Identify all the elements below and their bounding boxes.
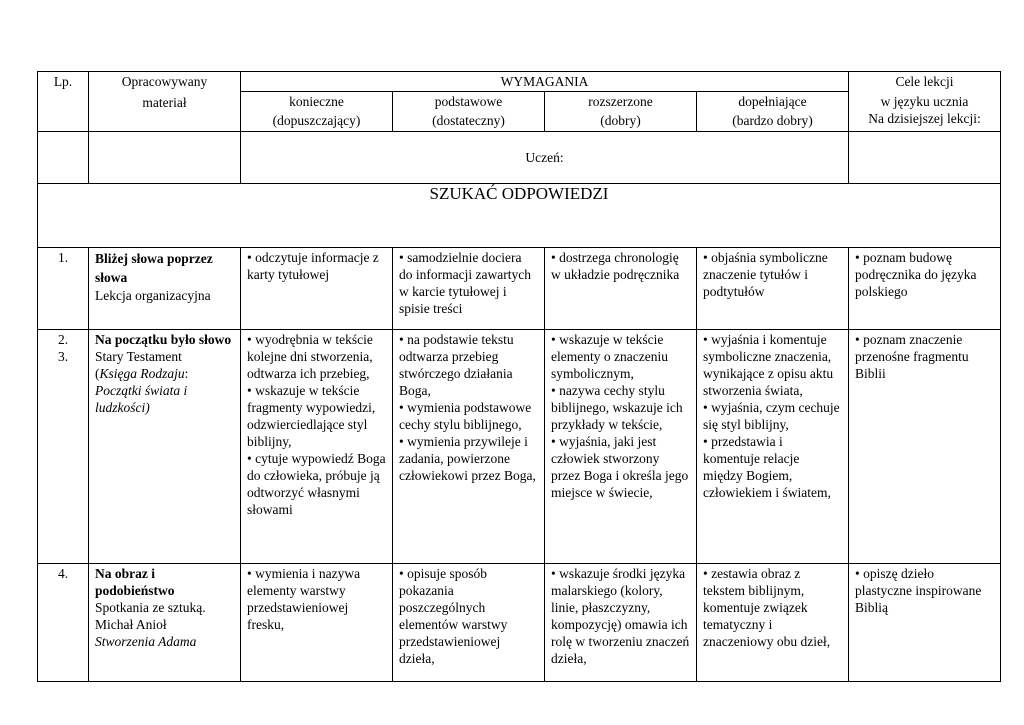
- level-name: dopełniające: [738, 94, 807, 109]
- list-item: • wskazuje w tekście elementy o znaczeniu symbolicznym,: [551, 331, 690, 382]
- row-rozszerzone: [545, 248, 697, 330]
- list-item: • wymienia podstawowe cechy stylu biblijnego,: [399, 399, 538, 433]
- table-row: [38, 330, 1001, 564]
- list-item: • poznam znaczenie przenośne fragmentu Biblii: [855, 331, 994, 382]
- header-material: [89, 72, 241, 132]
- list-item: • wyjaśnia, czym cechuje się styl biblijny,: [703, 399, 842, 433]
- list-item: • wyjaśnia, jaki jest człowiek stworzony przez Boga i określa jego miejsce w świecie,: [551, 433, 690, 501]
- level-rozszerzone: [545, 92, 697, 132]
- header-cele-line1: Cele lekcji: [895, 74, 954, 89]
- row-material: [89, 248, 241, 330]
- row-subtitle: Stary Testament: [95, 349, 182, 364]
- list-item: • cytuje wypowiedź Boga do człowieka, próbuje ją odtworzyć własnymi słowami: [247, 450, 386, 518]
- list-item: • dostrzega chronologię w układzie podręcznika: [551, 249, 690, 283]
- empty-cell: [849, 132, 1001, 184]
- header-row: [38, 72, 1001, 92]
- source-open: (: [95, 366, 100, 381]
- source-book: Księga Rodzaju: [99, 366, 185, 381]
- list-item: • wyjaśnia i komentuje symboliczne znaczenia, wynikające z opisu aktu stworzenia świata,: [703, 331, 842, 399]
- row-podstawowe: [393, 564, 545, 682]
- row-dopelniajace: [697, 330, 849, 564]
- row-cele: [849, 330, 1001, 564]
- requirements-table: [37, 71, 1001, 682]
- row-lp: 4.: [38, 564, 89, 682]
- level-grade: (dobry): [600, 113, 641, 128]
- list-item: • na podstawie tekstu odtwarza przebieg stwórczego działania Boga,: [399, 331, 538, 399]
- list-item: • nazywa cechy stylu biblijnego, wskazuje ich przykłady w tekście,: [551, 382, 690, 433]
- source-colon: :: [184, 366, 189, 381]
- level-konieczne: [241, 92, 393, 132]
- list-item: • wskazuje w tekście fragmenty wypowiedzi, odzwierciedlające styl biblijny,: [247, 382, 386, 450]
- row-subtitle-italic: Stworzenia Adama: [95, 634, 197, 649]
- row-dopelniajace: [697, 248, 849, 330]
- table-row: [38, 248, 1001, 330]
- list-item: • poznam budowę podręcznika do języka polskiego: [855, 249, 994, 300]
- source-fragment: Początki świata i ludzkości): [95, 383, 188, 415]
- list-item: • przedstawia i komentuje relacje między Bogiem, człowiekiem i światem,: [703, 433, 842, 501]
- row-subtitle: Lekcja organizacyjna: [95, 288, 211, 303]
- level-podstawowe: [393, 92, 545, 132]
- list-item: • odczytuje informacje z karty tytułowej: [247, 249, 386, 283]
- list-item: • samodzielnie dociera do informacji zawartych w karcie tytułowej i spisie treści: [399, 249, 538, 317]
- header-wymagania: WYMAGANIA: [241, 72, 849, 92]
- header-material-line1: Opracowywany: [121, 74, 208, 89]
- empty-cell: [38, 132, 89, 184]
- list-item: • wskazuje środki języka malarskiego (kolory, linie, płaszczyzny, kompozycję) omawia ich rolę w tworzeniu znaczeń dzieła,: [551, 565, 690, 667]
- row-material: [89, 330, 241, 564]
- row-subtitle: Spotkania ze sztuką. Michał Anioł: [95, 600, 206, 632]
- header-material-line2: materiał: [142, 95, 187, 110]
- row-cele: [849, 564, 1001, 682]
- row-konieczne: [241, 330, 393, 564]
- row-lp-b: 3.: [57, 349, 69, 364]
- row-lp-a: 2.: [57, 332, 69, 347]
- level-name: rozszerzone: [588, 94, 653, 109]
- empty-cell: [89, 132, 241, 184]
- list-item: • opisuje sposób pokazania poszczególnych elementów warstwy przedstawieniowej dzieła,: [399, 565, 538, 667]
- list-item: • wymienia i nazywa elementy warstwy przedstawieniowej fresku,: [247, 565, 386, 633]
- row-source: [95, 365, 234, 416]
- level-grade: (dostateczny): [432, 113, 505, 128]
- list-item: • zestawia obraz z tekstem biblijnym, komentuje związek tematyczny i znaczeniowy obu dzieł,: [703, 565, 842, 650]
- table-row: [38, 564, 1001, 682]
- uczen-label: Uczeń:: [241, 132, 849, 184]
- list-item: • wyodrębnia w tekście kolejne dni stworzenia, odtwarza ich przebieg,: [247, 331, 386, 382]
- level-dopelniajace: [697, 92, 849, 132]
- level-grade: (bardzo dobry): [732, 113, 813, 128]
- row-konieczne: [241, 248, 393, 330]
- section-title: SZUKAĆ ODPOWIEDZI: [38, 184, 1001, 248]
- row-material: [89, 564, 241, 682]
- row-rozszerzone: [545, 330, 697, 564]
- row-lp: [38, 330, 89, 564]
- row-rozszerzone: [545, 564, 697, 682]
- section-row: [38, 184, 1001, 248]
- row-podstawowe: [393, 248, 545, 330]
- level-name: konieczne: [289, 94, 344, 109]
- list-item: • wymienia przywileje i zadania, powierzone człowiekowi przez Boga,: [399, 433, 538, 484]
- row-podstawowe: [393, 330, 545, 564]
- list-item: • opiszę dzieło plastyczne inspirowane Biblią: [855, 565, 994, 616]
- list-item: • objaśnia symboliczne znaczenie tytułów i podtytułów: [703, 249, 842, 300]
- header-cele-line2: w języku ucznia: [880, 94, 969, 109]
- row-title: Bliżej słowa poprzez słowa: [95, 251, 213, 285]
- row-cele: [849, 248, 1001, 330]
- row-title: Na początku było słowo: [95, 332, 232, 347]
- row-title: Na obraz i podobieństwo: [95, 566, 175, 598]
- row-konieczne: [241, 564, 393, 682]
- header-cele-line3: Na dzisiejszej lekcji:: [868, 111, 981, 126]
- level-grade: (dopuszczający): [272, 113, 361, 128]
- header-cele: [849, 72, 1001, 132]
- row-lp: 1.: [38, 248, 89, 330]
- row-dopelniajace: [697, 564, 849, 682]
- uczen-row: [38, 132, 1001, 184]
- header-lp: Lp.: [38, 72, 89, 132]
- level-name: podstawowe: [434, 94, 503, 109]
